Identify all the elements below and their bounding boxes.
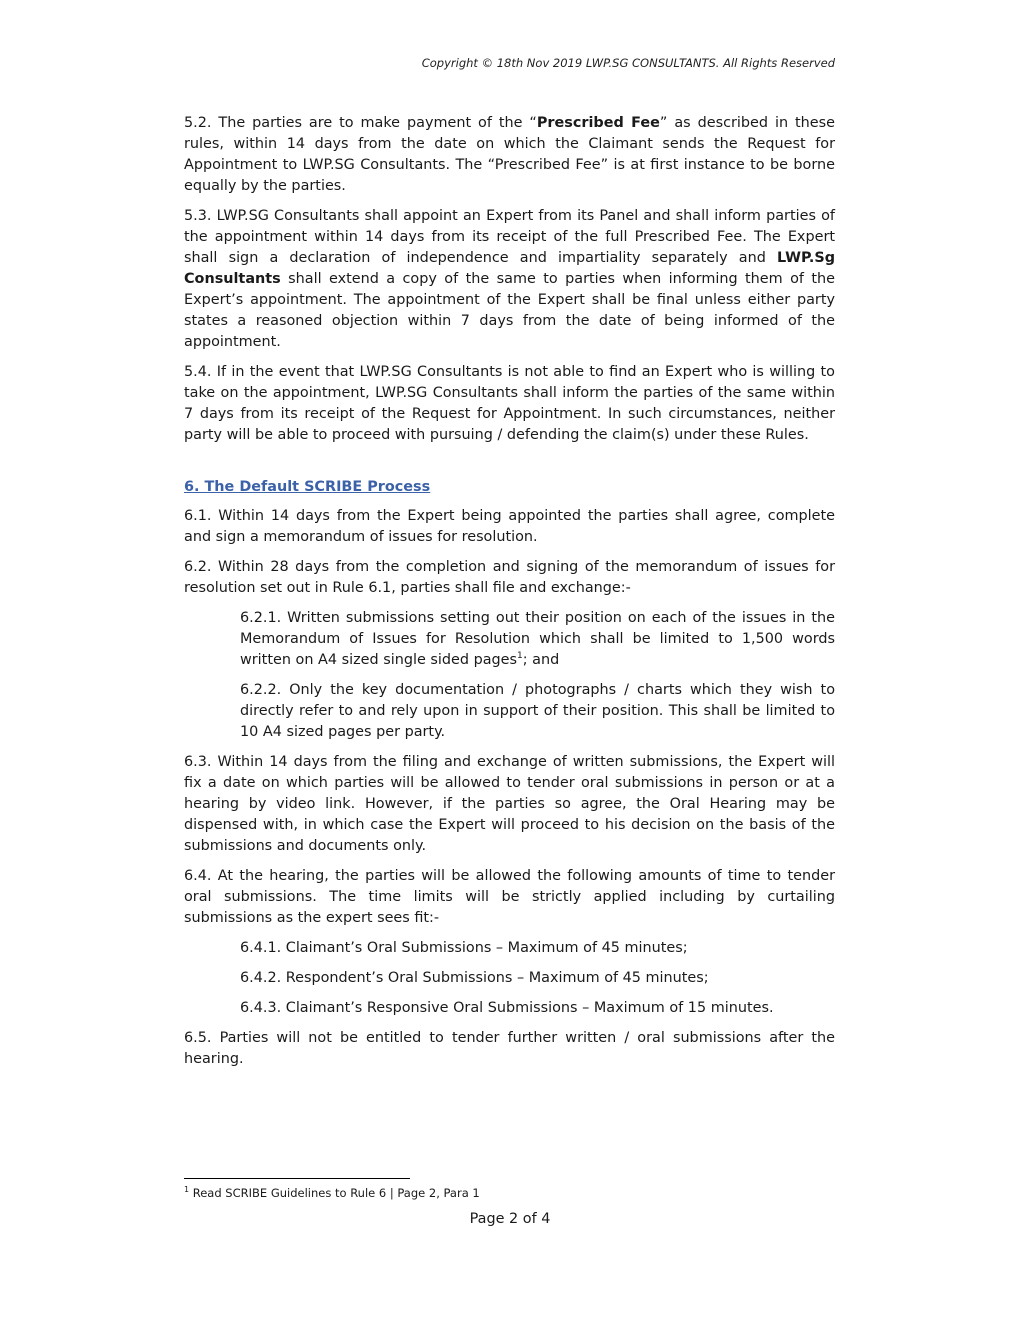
paragraph-6-2-1 [240,608,835,671]
footnote-text: Read SCRIBE Guidelines to Rule 6 | Page 2, Para 1 [189,1186,480,1200]
paragraph-5-3-text-c: shall extend a copy of the same to parties when informing them of the Expert’s appointment. The appointment of the Expert shall be final unless either party states a reasoned objection within 7 days from the date of being informed of the appointment. [184,271,835,350]
paragraph-5-3-text-a: 5.3. LWP.SG Consultants shall appoint an Expert from its Panel and shall inform parties of the appointment within 14 days from its receipt of the full Prescribed Fee. The Expert shall sign a declaration of independence and impartiality separately and [184,208,835,266]
footnote [184,1186,480,1200]
paragraph-5-2-text-c: ” as described in these rules, within 14 days from the date on which the Claimant sends the Request for Appointment to LWP.SG Consultants. The “Prescribed Fee” is at first instance to be borne equally by the parties. [184,115,835,194]
paragraph-5-2-text-a: 5.2. The parties are to make payment of the “ [184,115,537,131]
paragraph-6-4: 6.4. At the hearing, the parties will be allowed the following amounts of time to tender oral submissions. The time limits will be strictly applied including by curtailing submissions as the expert sees fit:- [184,868,835,926]
paragraph-6-5: 6.5. Parties will not be entitled to tender further written / oral submissions after the hearing. [184,1030,835,1067]
paragraph-6-1: 6.1. Within 14 days from the Expert being appointed the parties shall agree, complete and sign a memorandum of issues for resolution. [184,508,835,545]
footnote-divider [184,1178,410,1179]
paragraph-6-2-1-text: 6.2.1. Written submissions setting out their position on each of the issues in the Memorandum of Issues for Resolution which shall be limited to 1,500 words written on A4 sized single sided pages [240,610,835,668]
paragraph-6-4-1: 6.4.1. Claimant’s Oral Submissions – Maximum of 45 minutes; [240,940,688,956]
paragraph-5-2 [184,113,835,197]
footnote-number: 1 [184,1185,190,1195]
copyright-header: Copyright © 18th Nov 2019 LWP.SG CONSULTANTS. All Rights Reserved [421,56,835,70]
paragraph-5-4: 5.4. If in the event that LWP.SG Consultants is not able to find an Expert who is willing to take on the appointment, LWP.SG Consultants shall inform the parties of the same within 7 days from its receipt of the Request for Appointment. In such circumstances, neither party will be able to proceed with pursuing / defending the claim(s) under these Rules. [184,364,835,443]
paragraph-5-3 [184,206,835,353]
document-body [184,113,835,1079]
paragraph-6-2-1-tail: ; and [522,652,560,668]
page-number: Page 2 of 4 [469,1211,551,1227]
footnote-reference: 1 [517,651,523,662]
section-6-heading: 6. The Default SCRIBE Process [184,479,431,495]
paragraph-6-4-3: 6.4.3. Claimant’s Responsive Oral Submissions – Maximum of 15 minutes. [240,1000,774,1016]
consultants-name-bold: LWP.Sg Consultants [184,250,835,287]
paragraph-6-4-2: 6.4.2. Respondent’s Oral Submissions – Maximum of 45 minutes; [240,970,709,986]
prescribed-fee-term: Prescribed Fee [536,115,660,131]
paragraph-6-2: 6.2. Within 28 days from the completion and signing of the memorandum of issues for resolution set out in Rule 6.1, parties shall file and exchange:- [184,559,835,596]
paragraph-6-3: 6.3. Within 14 days from the filing and exchange of written submissions, the Expert will fix a date on which parties will be allowed to tender oral submissions in person or at a hearing by video link. However, if the parties so agree, the Oral Hearing may be dispensed with, in which case the Expert will proceed to his decision on the basis of the submissions and documents only. [184,754,835,854]
paragraph-6-2-2: 6.2.2. Only the key documentation / photographs / charts which they wish to directly refer to and rely upon in support of their position. This shall be limited to 10 A4 sized pages per party. [240,682,835,740]
